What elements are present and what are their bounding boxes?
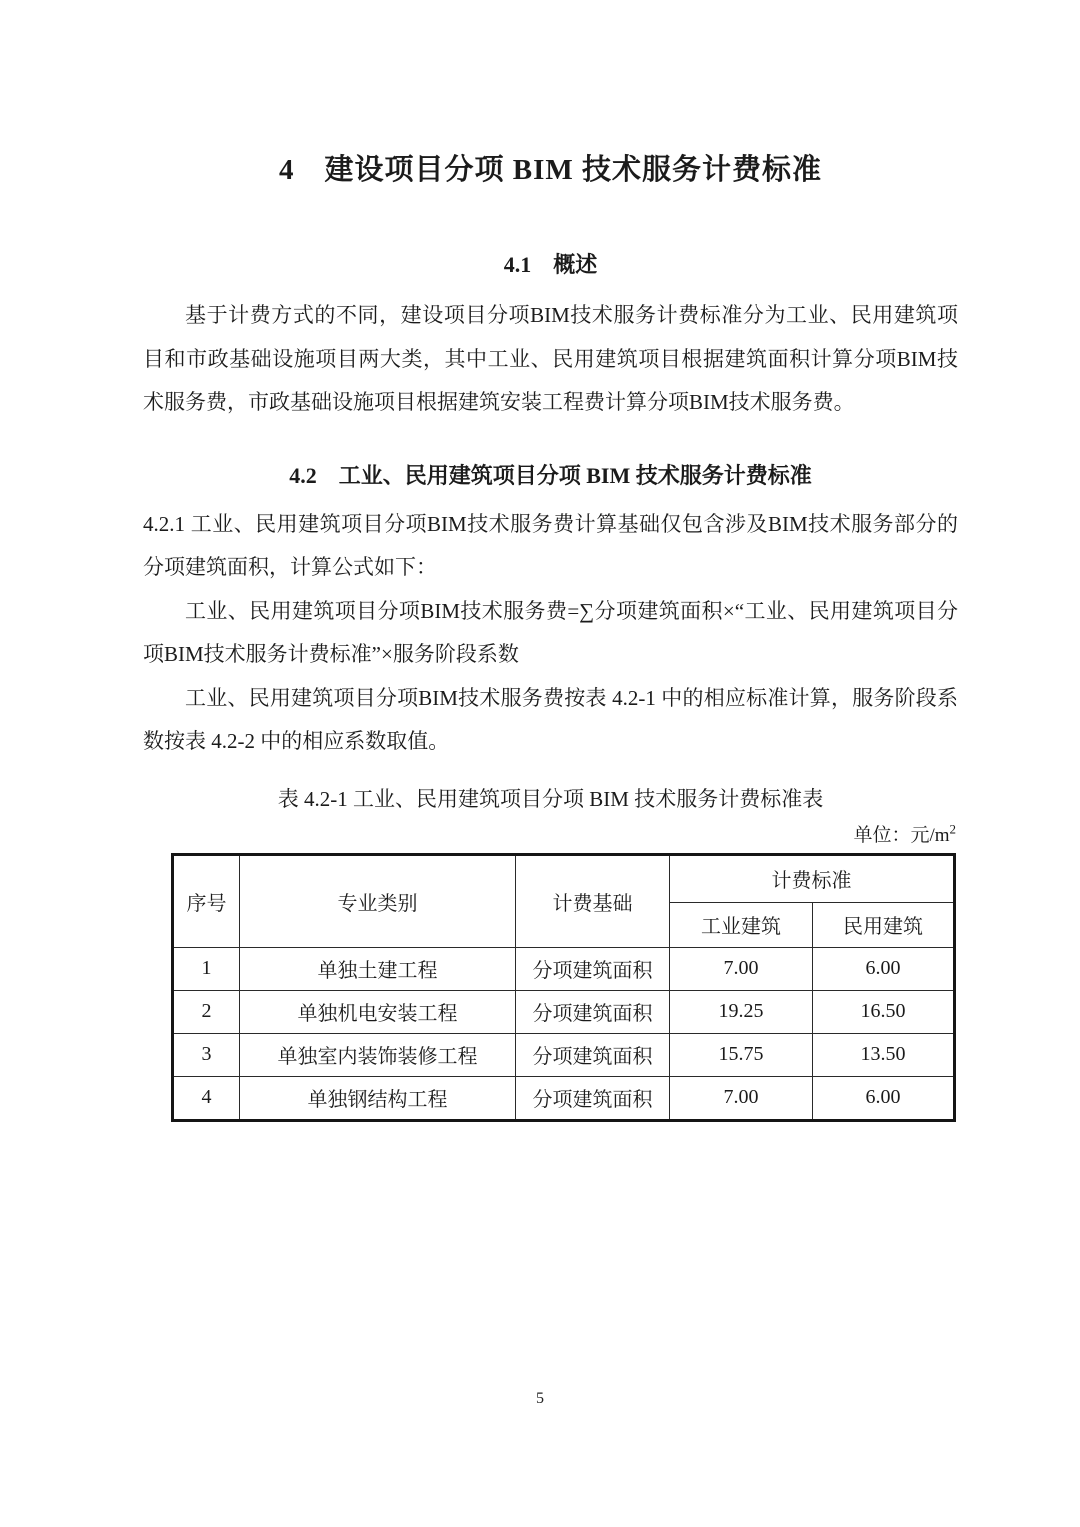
cell-no: 1	[173, 947, 240, 990]
header-civil: 民用建筑	[813, 902, 955, 947]
table-row	[173, 1033, 955, 1076]
unit-superscript: 2	[949, 821, 956, 837]
cell-no: 3	[173, 1033, 240, 1076]
cell-industrial-rate: 7.00	[670, 1076, 813, 1120]
table-caption: 表 4.2-1 工业、民用建筑项目分项 BIM 技术服务计费标准表	[277, 786, 824, 811]
cell-category: 单独机电安装工程	[240, 990, 516, 1033]
header-category: 专业类别	[240, 854, 516, 947]
table-row	[173, 947, 955, 990]
table-row	[173, 1076, 955, 1120]
table-unit-label	[143, 820, 956, 847]
table-reference-paragraph: 工业、民用建筑项目分项BIM技术服务费按表 4.2-1 中的相应标准计算，服务阶段系数按表 4.2-2 中的相应系数取值。	[143, 685, 958, 753]
cell-no: 2	[173, 990, 240, 1033]
cell-industrial-rate: 7.00	[670, 947, 813, 990]
clause-4-2-1-paragraph: 4.2.1 工业、民用建筑项目分项BIM技术服务费计算基础仅包含涉及BIM技术服务部分的分项建筑面积，计算公式如下：	[143, 511, 958, 579]
overview-paragraph: 基于计费方式的不同，建设项目分项BIM技术服务计费标准分为工业、民用建筑项目和市政基础设施项目两大类，其中工业、民用建筑项目根据建筑面积计算分项BIM技术服务费，市政基础设施项目根据建筑安装工程费计算分项BIM技术服务费。	[143, 303, 958, 414]
table-row	[173, 990, 955, 1033]
cell-basis: 分项建筑面积	[516, 1076, 670, 1120]
cell-industrial-rate: 15.75	[670, 1033, 813, 1076]
unit-text: 单位：元/m	[853, 824, 950, 846]
cell-category: 单独土建工程	[240, 947, 516, 990]
cell-basis: 分项建筑面积	[516, 947, 670, 990]
cell-category: 单独钢结构工程	[240, 1076, 516, 1120]
section-4-1-heading: 4.1 概述	[503, 252, 598, 277]
cell-basis: 分项建筑面积	[516, 990, 670, 1033]
header-standard-group: 计费标准	[670, 854, 955, 902]
cell-category: 单独室内装饰装修工程	[240, 1033, 516, 1076]
cell-industrial-rate: 19.25	[670, 990, 813, 1033]
cell-no: 4	[173, 1076, 240, 1120]
page-number: 5	[536, 1390, 544, 1407]
header-industrial: 工业建筑	[670, 902, 813, 947]
table-header-row-1	[173, 854, 955, 902]
chapter-title: 4 建设项目分项 BIM 技术服务计费标准	[278, 154, 822, 186]
cell-basis: 分项建筑面积	[516, 1033, 670, 1076]
cell-civil-rate: 16.50	[813, 990, 955, 1033]
cell-civil-rate: 6.00	[813, 1076, 955, 1120]
fee-standard-table	[171, 853, 956, 1122]
cell-civil-rate: 6.00	[813, 947, 955, 990]
cell-civil-rate: 13.50	[813, 1033, 955, 1076]
formula-paragraph: 工业、民用建筑项目分项BIM技术服务费=∑分项建筑面积×“工业、民用建筑项目分项BIM技术服务计费标准”×服务阶段系数	[143, 598, 958, 666]
header-basis: 计费基础	[516, 854, 670, 947]
header-no: 序号	[173, 854, 240, 947]
section-4-2-heading: 4.2 工业、民用建筑项目分项 BIM 技术服务计费标准	[289, 462, 812, 488]
